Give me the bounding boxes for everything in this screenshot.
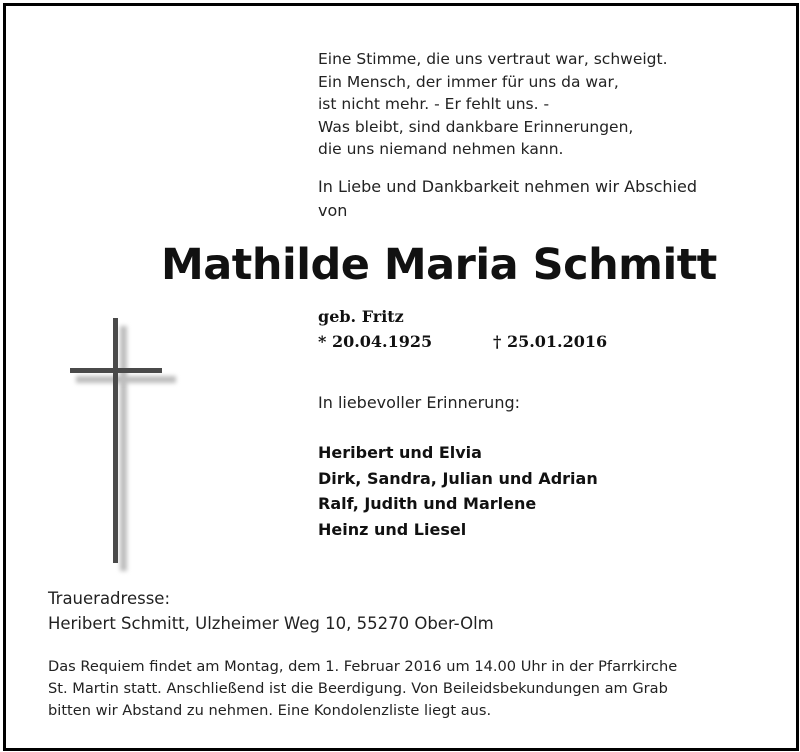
maiden-name: geb. Fritz <box>318 307 404 326</box>
poem <box>318 48 668 161</box>
poem-line: Eine Stimme, die uns vertraut war, schweigt. <box>318 50 668 68</box>
notice-line: bitten wir Abstand zu nehmen. Eine Kondolenzliste liegt aus. <box>48 702 492 719</box>
poem-line: ist nicht mehr. - Er fehlt uns. - <box>318 95 550 113</box>
poem-line: die uns niemand nehmen kann. <box>318 140 564 158</box>
deceased-name: Mathilde Maria Schmitt <box>161 240 717 290</box>
poem-line: Ein Mensch, der immer für uns da war, <box>318 72 619 91</box>
birth-date: * 20.04.1925 <box>318 332 433 351</box>
cross-shadow-horizontal <box>76 376 176 383</box>
intro-line: von <box>318 201 348 220</box>
farewell-intro <box>318 175 697 223</box>
poem-line: Was bleibt, sind dankbare Erinnerungen, <box>318 117 634 136</box>
cross-icon <box>68 318 178 568</box>
address-label: Traueradresse: <box>48 589 171 608</box>
intro-line: In Liebe und Dankbarkeit nehmen wir Abschied <box>318 177 697 196</box>
family-member: Dirk, Sandra, Julian und Adrian <box>318 468 598 488</box>
death-date: † 25.01.2016 <box>493 332 608 351</box>
memory-heading: In liebevoller Erinnerung: <box>318 393 520 412</box>
cross-beam-horizontal <box>70 368 162 373</box>
cross-shadow-vertical <box>120 326 127 571</box>
notice-line: Das Requiem findet am Montag, dem 1. Februar 2016 um 14.00 Uhr in der Pfarrkirche <box>48 658 678 675</box>
family-list <box>318 440 598 542</box>
family-member: Heinz und Liesel <box>318 519 467 539</box>
address-value: Heribert Schmitt, Ulzheimer Weg 10, 55270 Ober-Olm <box>48 614 494 633</box>
funeral-notice <box>48 656 677 722</box>
cross-beam-vertical <box>113 318 118 563</box>
family-member: Ralf, Judith und Marlene <box>318 494 537 513</box>
family-member: Heribert und Elvia <box>318 443 482 462</box>
notice-line: St. Martin statt. Anschließend ist die Beerdigung. Von Beileidsbekundungen am Grab <box>48 680 668 697</box>
